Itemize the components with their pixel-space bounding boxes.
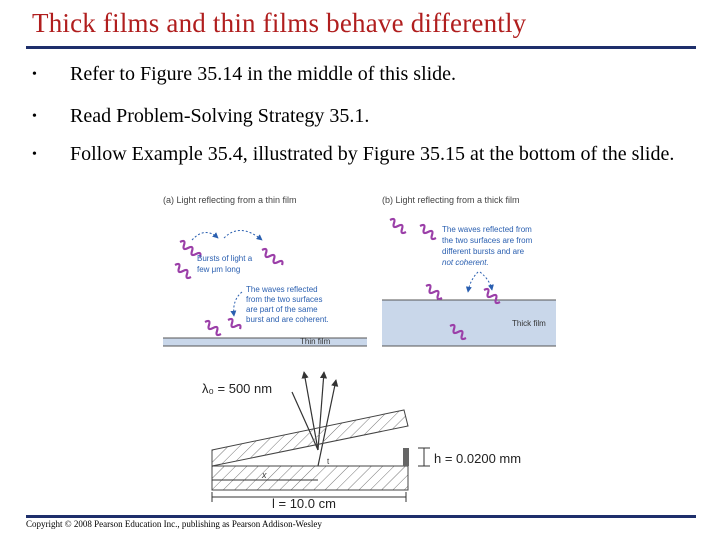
bullet-text: Read Problem-Solving Strategy 35.1. [70, 105, 370, 127]
incoherent-note [442, 225, 535, 267]
dotted-arrow-icon [192, 232, 218, 240]
thin-film-label: Thin film [300, 337, 331, 346]
bullet-text: Refer to Figure 35.14 in the middle of this slide. [70, 63, 457, 85]
coherent-note-line: The waves reflected [246, 285, 318, 294]
length-label: l = 10.0 cm [272, 496, 336, 511]
coherent-note-line: burst and are coherent. [246, 315, 329, 324]
wave-burst-icon [228, 319, 241, 329]
bursts-note [197, 254, 254, 274]
coherent-note-line: are part of the same [246, 305, 318, 314]
thin-film-caption: (a) Light reflecting from a thin film [163, 195, 297, 205]
thickness-t-label: t [327, 457, 330, 466]
bursts-note-line: few μm long [197, 265, 241, 274]
copyright-footer: Copyright © 2008 Pearson Education Inc., publishing as Pearson Addison-Wesley [26, 519, 322, 529]
thick-film-caption: (b) Light reflecting from a thick film [382, 195, 520, 205]
coherent-note-line: from the two surfaces [246, 295, 323, 304]
top-glass-plate [212, 410, 408, 466]
thin-film-figure [163, 195, 367, 346]
wave-burst-icon [426, 285, 442, 299]
thin-film-layer [163, 338, 367, 346]
wedge-figure [202, 372, 521, 511]
coherent-note [246, 285, 329, 324]
slide-title: Thick films and thin films behave differently [32, 8, 527, 38]
bullet-text: Follow Example 35.4, illustrated by Figure 35.15 at the bottom of the slide. [70, 143, 675, 165]
bullet-marker: • [32, 147, 37, 162]
height-label: h = 0.0200 mm [434, 451, 522, 466]
incoherent-note-line: not coherent. [442, 258, 489, 267]
spacer-wire [403, 448, 409, 466]
dotted-arrow-icon [224, 230, 262, 240]
footer-divider [26, 515, 696, 518]
wave-burst-icon [420, 225, 436, 239]
thick-film-figure [382, 195, 556, 346]
wavelength-label: λ₀ = 500 nm [202, 381, 273, 396]
x-label: x [262, 470, 267, 480]
wave-burst-icon [390, 219, 406, 233]
wave-burst-icon [175, 264, 191, 278]
incoherent-note-line: the two surfaces are from [442, 236, 533, 245]
bottom-glass-plate [212, 466, 408, 490]
dotted-arrow-icon [234, 292, 242, 316]
dotted-arrow-icon [480, 272, 492, 290]
incoherent-note-line: different bursts and are [442, 247, 525, 256]
bursts-note-line: Bursts of light a [197, 254, 253, 263]
incoherent-note-line: The waves reflected from [442, 225, 532, 234]
thick-film-label: Thick film [512, 319, 546, 328]
bullet-marker: • [32, 67, 37, 82]
wave-burst-icon [262, 249, 283, 265]
bullet-marker: • [32, 109, 37, 124]
dotted-arrow-icon [468, 272, 478, 292]
reflected-ray [318, 380, 336, 466]
wave-burst-icon [205, 321, 221, 335]
